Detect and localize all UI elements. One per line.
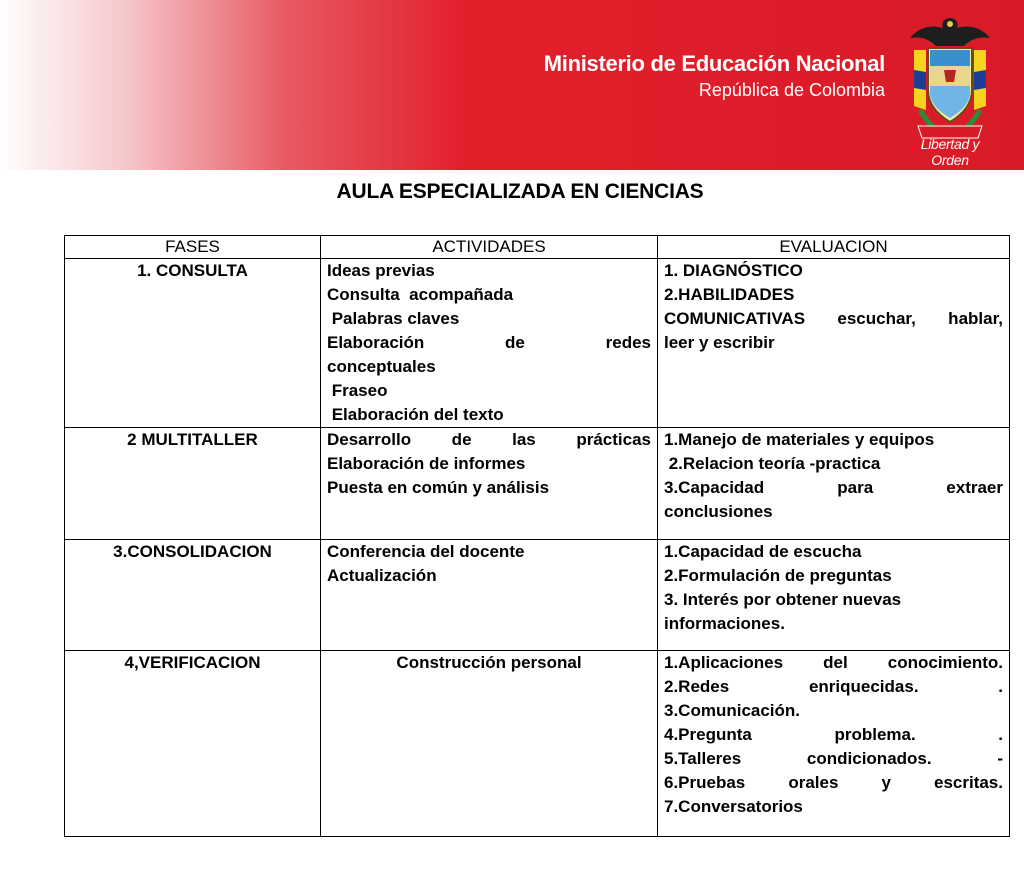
evaluacion-line: 2.Redes enriquecidas. . [664, 677, 1003, 696]
seal-motto: Libertad y Orden [920, 136, 980, 168]
table-row [65, 428, 1010, 540]
evaluacion-line: 2.HABILIDADES [664, 285, 795, 304]
evaluacion-line: 5.Talleres condicionados. - [664, 749, 1003, 768]
column-header-evaluacion: EVALUACION [658, 236, 1010, 259]
actividades-cell [321, 259, 658, 428]
column-header-fases: FASES [65, 236, 321, 259]
actividad-line: Elaboración del texto [327, 405, 504, 424]
evaluacion-line: informaciones. [664, 614, 785, 633]
phases-table [64, 235, 1010, 837]
actividad-line: Fraseo [327, 381, 388, 400]
evaluacion-line: 3.Capacidad para extraer [664, 478, 1003, 497]
fase-cell: 2 MULTITALLER [65, 428, 321, 540]
actividades-cell [321, 651, 658, 837]
column-header-actividades: ACTIVIDADES [321, 236, 658, 259]
evaluacion-line: 7.Conversatorios [664, 797, 803, 816]
table-row [65, 651, 1010, 837]
evaluacion-cell [658, 540, 1010, 651]
evaluacion-line: 1.Capacidad de escucha [664, 542, 862, 561]
evaluacion-line: leer y escribir [664, 333, 775, 352]
evaluacion-line: 3.Comunicación. [664, 701, 801, 720]
actividad-line: conceptuales [327, 357, 436, 376]
actividad-line: Conferencia del docente [327, 542, 525, 561]
ministry-branding [544, 50, 885, 102]
actividad-line: Actualización [327, 566, 437, 585]
evaluacion-line: 1. DIAGNÓSTICO [664, 261, 803, 280]
table-row [65, 259, 1010, 428]
ministry-name: Ministerio de Educación Nacional [543, 51, 885, 76]
actividad-line: Construcción personal [396, 653, 582, 672]
evaluacion-line: 2.Relacion teoría -practica [664, 454, 881, 473]
actividad-line: Desarrollo de las prácticas [327, 430, 651, 449]
actividades-cell [321, 540, 658, 651]
evaluacion-line: 1.Manejo de materiales y equipos [664, 430, 935, 449]
actividad-line: Ideas previas [327, 261, 435, 280]
evaluacion-line: 6.Pruebas orales y escritas. [664, 773, 1003, 792]
fase-cell: 4,VERIFICACION [65, 651, 321, 837]
actividad-line: Consulta acompañada [327, 285, 514, 304]
table-row [65, 540, 1010, 651]
country-name: República de Colombia [698, 80, 885, 100]
evaluacion-cell [658, 259, 1010, 428]
evaluacion-line: 2.Formulación de preguntas [664, 566, 892, 585]
evaluacion-line: 4.Pregunta problema. . [664, 725, 1003, 744]
table-header-row [65, 236, 1010, 259]
evaluacion-cell [658, 428, 1010, 540]
page-title: AULA ESPECIALIZADA EN CIENCIAS [336, 180, 704, 203]
evaluacion-cell [658, 651, 1010, 837]
actividades-cell [321, 428, 658, 540]
actividad-line: Elaboración de redes [327, 333, 651, 352]
actividad-line: Elaboración de informes [327, 454, 526, 473]
fase-cell: 1. CONSULTA [65, 259, 321, 428]
evaluacion-line: conclusiones [664, 502, 773, 521]
evaluacion-line: COMUNICATIVAS escuchar, hablar, [664, 309, 1003, 328]
fase-cell: 3.CONSOLIDACION [65, 540, 321, 651]
evaluacion-line: 1.Aplicaciones del conocimiento. [664, 653, 1003, 672]
actividad-line: Puesta en común y análisis [327, 478, 550, 497]
evaluacion-line: 3. Interés por obtener nuevas [664, 590, 902, 609]
actividad-line: Palabras claves [327, 309, 460, 328]
